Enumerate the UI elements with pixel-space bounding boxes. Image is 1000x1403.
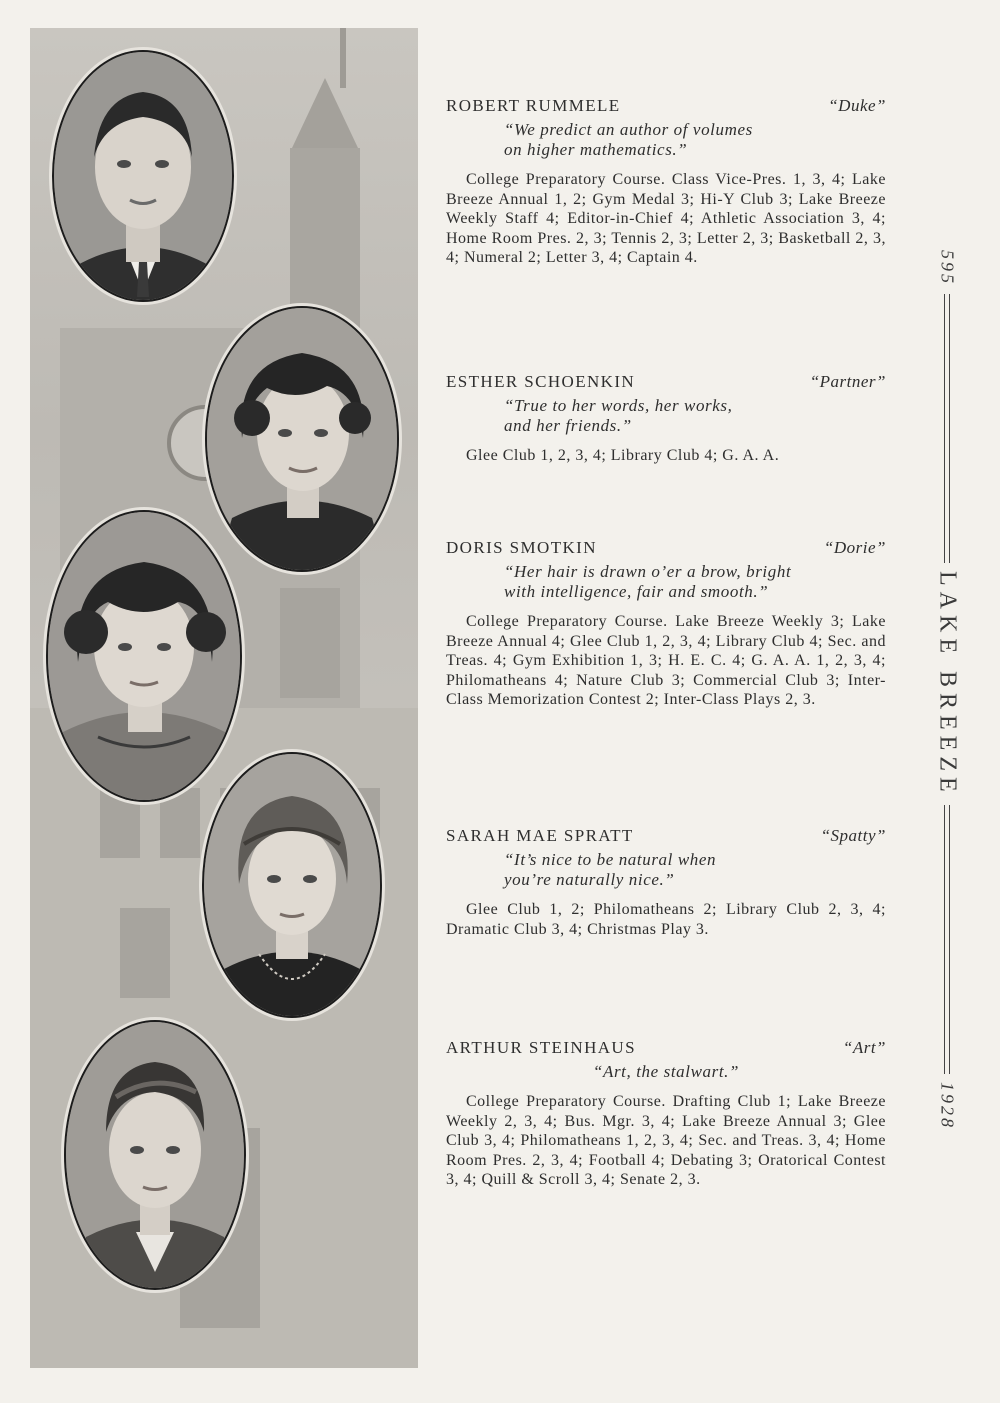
portrait-photo	[66, 1022, 244, 1288]
senior-entry	[446, 1038, 886, 1190]
student-name: ESTHER SCHOENKIN	[446, 372, 636, 391]
student-name: DORIS SMOTKIN	[446, 538, 597, 557]
student-name: ARTHUR STEINHAUS	[446, 1038, 636, 1057]
student-activities: Glee Club 1, 2; Philomatheans 2; Library Club 2, 3, 4; Dramatic Club 3, 4; Christmas Play 3.	[446, 901, 886, 938]
ornamental-rule	[944, 805, 950, 1074]
student-nickname: “Partner”	[809, 372, 886, 391]
senior-entry	[446, 96, 886, 268]
student-activities: Glee Club 1, 2, 3, 4; Library Club 4; G. A. A.	[466, 447, 780, 464]
student-quote: “Art, the stalwart.”	[592, 1062, 740, 1081]
entry-header	[446, 1038, 886, 1058]
portrait-photo	[48, 512, 240, 800]
senior-entry	[446, 372, 886, 466]
student-nickname: “Dorie”	[823, 538, 886, 557]
student-name: SARAH MAE SPRATT	[446, 826, 634, 845]
entry-header	[446, 96, 886, 116]
student-activities: College Preparatory Course. Class Vice-Pres. 1, 3, 4; Lake Breeze Annual 1, 2; Gym Medal 3; Hi-Y Club 3; Lake Breeze Weekly Staff 4; Editor-in-Chief 4; Athletic Association 3, 4; Home Room Pres. 2, 3; Tennis 2, 3; Letter 2, 3; Basketball 2, 3, 4; Numeral 2; Letter 3, 4; Captain 4.	[446, 171, 886, 267]
student-nickname: “Art”	[842, 1038, 886, 1057]
portrait-doris-smotkin	[46, 510, 242, 802]
page-number: 595	[937, 250, 958, 286]
student-nickname: “Spatty”	[820, 826, 886, 845]
student-quote: “It’s nice to be natural when you’re naturally nice.”	[504, 850, 717, 889]
entry-header	[446, 372, 886, 392]
student-nickname: “Duke”	[828, 96, 886, 115]
yearbook-year: 1928	[937, 1082, 958, 1131]
portrait-arthur-steinhaus	[64, 1020, 246, 1290]
student-name: ROBERT RUMMELE	[446, 96, 621, 115]
yearbook-title: LAKE BREEZE	[934, 570, 961, 798]
senior-entry	[446, 826, 886, 939]
student-activities: College Preparatory Course. Lake Breeze Weekly 3; Lake Breeze Annual 4; Glee Club 1, 2, 3, 4; Library Club 4; Sec. and Treas. 4; Gym Exhibition 1, 3; H. E. C. 4; G. A. A. 1, 2, 3, 4; Philomatheans 4; Nature Club 3; Commercial Club 3; Inter-Class Memorization Contest 2; Inter-Class Plays 2, 3.	[446, 613, 886, 709]
entry-header	[446, 538, 886, 558]
ornamental-rule	[944, 294, 950, 563]
portrait-photo	[54, 52, 232, 300]
portrait-sarah-mae-spratt	[202, 752, 382, 1018]
student-activities: College Preparatory Course. Drafting Club 1; Lake Breeze Weekly 2, 3, 4; Bus. Mgr. 3, 4; Lake Breeze Annual 3; Glee Club 3, 4; Philomatheans 1, 2, 3, 4; Sec. and Treas. 3, 4; Home Room Pres. 2, 3, 4; Football 4; Debating 3; Oratorical Contest 3, 4; Quill & Scroll 3, 4; Senate 2, 3.	[446, 1093, 886, 1189]
photo-strip	[30, 28, 418, 1368]
portrait-esther-schoenkin	[205, 306, 399, 572]
senior-entry	[446, 538, 886, 710]
portrait-photo	[204, 754, 380, 1016]
entry-header	[446, 826, 886, 846]
student-quote: “We predict an author of volumes on higher mathematics.”	[504, 120, 753, 159]
student-quote: “True to her words, her works, and her friends.”	[504, 396, 733, 435]
side-title	[928, 250, 966, 1130]
portrait-robert-rummele	[52, 50, 234, 302]
student-quote: “Her hair is drawn o’er a brow, bright with intelligence, fair and smooth.”	[504, 562, 792, 601]
portrait-photo	[207, 308, 397, 570]
